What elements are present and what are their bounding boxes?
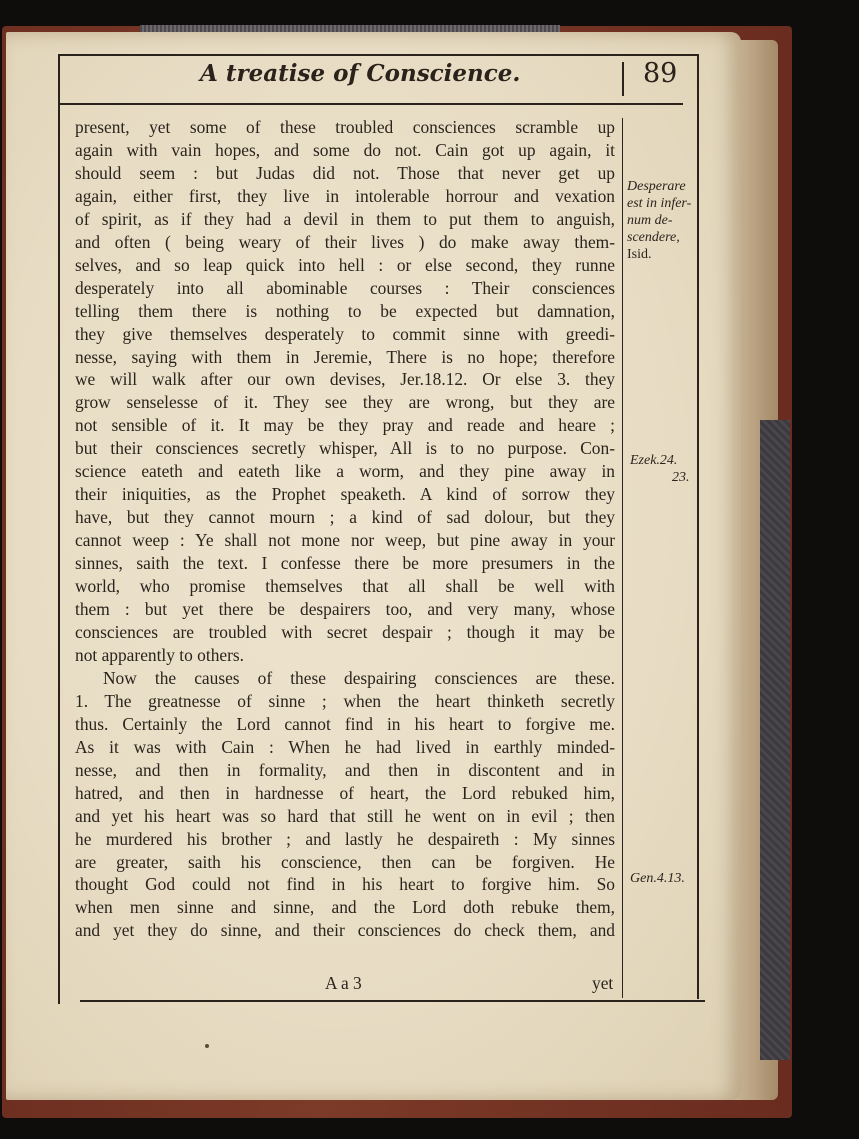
note-line: Desperare	[627, 179, 686, 194]
main-text	[75, 116, 615, 942]
text-line: thus. Certainly the Lord cannot find in his heart to forgive me.	[75, 713, 615, 734]
text-line: consciences are troubled with secret despair ; though it may be	[75, 621, 615, 642]
note-line: num de-	[627, 213, 673, 228]
text-line: hatred, and then in hardnesse of heart, the Lord rebuked him,	[75, 782, 615, 803]
text-line: not sensible of it. It may be they pray and reade and heare ;	[75, 415, 615, 436]
text-line: desperately into all abominable courses : Their consciences	[75, 277, 615, 298]
text-line: 1. The greatnesse of sinne ; when the heart thinketh secretly	[75, 690, 615, 711]
ink-speck	[205, 1044, 209, 1048]
frame-right	[697, 54, 699, 999]
text-line: again with vain hopes, and some do not. Cain got up again, it	[75, 139, 615, 160]
text-line: As it was with Cain : When he had lived in earthly minded-	[75, 736, 615, 757]
margin-note-genesis	[630, 870, 685, 887]
text-line: cannot weep : Ye shall not mone nor weep, but pine away in your	[75, 530, 615, 551]
header-divider	[622, 62, 624, 96]
running-title: A treatise of Conscience.	[200, 60, 521, 87]
note-line: Isid.	[627, 247, 652, 262]
header-rule-bottom	[58, 103, 683, 105]
text-line: nesse, and then in formality, and then in discontent and in	[75, 759, 615, 780]
text-line: science eateth and eateth like a worm, and they pine away in	[75, 461, 615, 482]
text-line: grow senselesse of it. They see they are wrong, but they are	[75, 392, 615, 413]
text-line: present, yet some of these troubled consciences scramble up	[75, 117, 615, 137]
note-line: Ezek.24.	[630, 453, 678, 468]
note-line: est in infer-	[627, 196, 692, 211]
note-line: Gen.4.13.	[630, 871, 685, 886]
header-rule-top	[58, 54, 698, 56]
page-number: 89	[643, 58, 678, 89]
margin-note-isidore	[627, 178, 691, 263]
signature-mark: A a 3	[325, 973, 362, 993]
text-line: them : but yet there be despairers too, and very many, whose	[75, 599, 615, 620]
text-line: world, who promise themselves that all shall be well with	[75, 576, 615, 597]
margin-note-ezekiel	[630, 452, 690, 486]
text-line: not apparently to others.	[75, 644, 245, 665]
text-line: when men sinne and sinne, and the Lord doth rebuke them,	[75, 897, 615, 918]
text-line: nesse, saying with them in Jeremie, There is no hope; therefore	[75, 346, 615, 367]
text-line: again, either first, they live in intolerable horrour and vexation	[75, 185, 615, 206]
text-line: their iniquities, as the Prophet speaketh. A kind of sorrow they	[75, 484, 615, 505]
text-line: and yet his heart was so hard that still he went on in evil ; then	[75, 805, 615, 826]
note-line: 23.	[672, 470, 690, 485]
catchword: yet	[592, 973, 614, 993]
margin-rule	[622, 118, 623, 998]
text-line: we will walk after our own devises, Jer.18.12. Or else 3. they	[75, 369, 615, 390]
text-line: Now the causes of these despairing consciences are these.	[103, 667, 615, 688]
text-line: have, but they cannot mourn ; a kind of sad dolour, but they	[75, 507, 615, 528]
text-line: selves, and so leap quick into hell : or else second, they runne	[75, 254, 615, 275]
text-line: he murdered his brother ; and lastly he despaireth : My sinnes	[75, 828, 615, 849]
text-line: are greater, saith his conscience, then can be forgiven. He	[75, 851, 615, 872]
text-line: thought God could not find in his heart to forgive him. So	[75, 874, 615, 895]
text-line: sinnes, saith the text. I confesse there be more presumers in the	[75, 553, 615, 574]
text-line: they give themselves desperately to commit sinne with greedi-	[75, 323, 615, 344]
text-line: and often ( being weary of their lives ) do make away them-	[75, 231, 615, 252]
text-line: and yet they do sinne, and their consciences do check them, and	[75, 920, 615, 941]
text-line: telling them there is nothing to be expected but damnation,	[75, 300, 615, 321]
text-line: of spirit, as if they had a devil in them to put them to anguish,	[75, 208, 615, 229]
text-line: but their consciences secretly whisper, All is to no purpose. Con-	[75, 438, 615, 459]
footer-rule	[80, 1000, 705, 1002]
frame-left	[58, 54, 60, 1004]
text-line: should seem : but Judas did not. Those that never get up	[75, 162, 615, 183]
cloth-binding	[760, 420, 790, 1060]
note-line: scendere,	[627, 230, 680, 245]
